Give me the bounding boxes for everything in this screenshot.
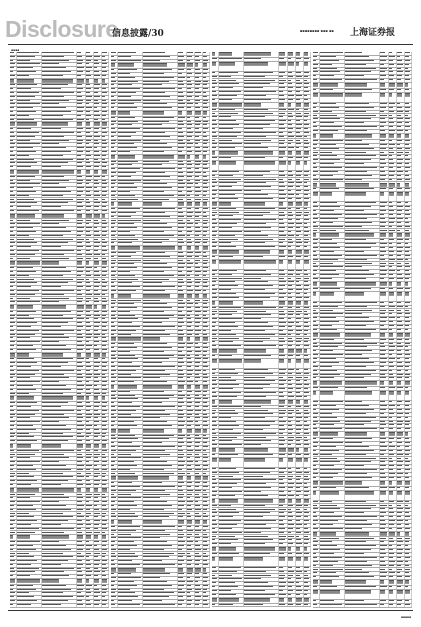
dateline: ▪▪▪▪▪▪▪▪ ▪▪▪ ▪▪ (300, 29, 334, 33)
table-row (212, 62, 311, 72)
table-row (313, 590, 412, 600)
table-row (212, 161, 311, 171)
table-row (313, 491, 412, 501)
section-page-label: 信息披露/30 (112, 29, 164, 39)
masthead (0, 0, 421, 44)
table-column (212, 52, 311, 608)
continuation-tag: ▪▪▪▪ (11, 48, 20, 52)
newspaper-logo: 上海证券报 (350, 28, 396, 38)
table-column (10, 52, 109, 608)
page-end-tag: ▪▪▪▪▪ (400, 615, 411, 619)
table-row (212, 359, 311, 369)
section-brand-title: Disclosure (5, 16, 118, 42)
table-row (212, 557, 311, 567)
table-row (313, 604, 412, 608)
table-row (313, 292, 412, 302)
footer-rule (8, 610, 413, 611)
table-row (313, 93, 412, 103)
table-column (313, 52, 412, 608)
table-row (313, 192, 412, 202)
table-row (313, 391, 412, 401)
table-row (212, 458, 311, 468)
table-row (212, 260, 311, 270)
table-row (10, 604, 109, 608)
header-rule (8, 44, 413, 45)
table-column (111, 52, 210, 608)
table-row (212, 604, 311, 608)
table-row (111, 604, 210, 608)
disclosure-table-grid (10, 52, 412, 608)
